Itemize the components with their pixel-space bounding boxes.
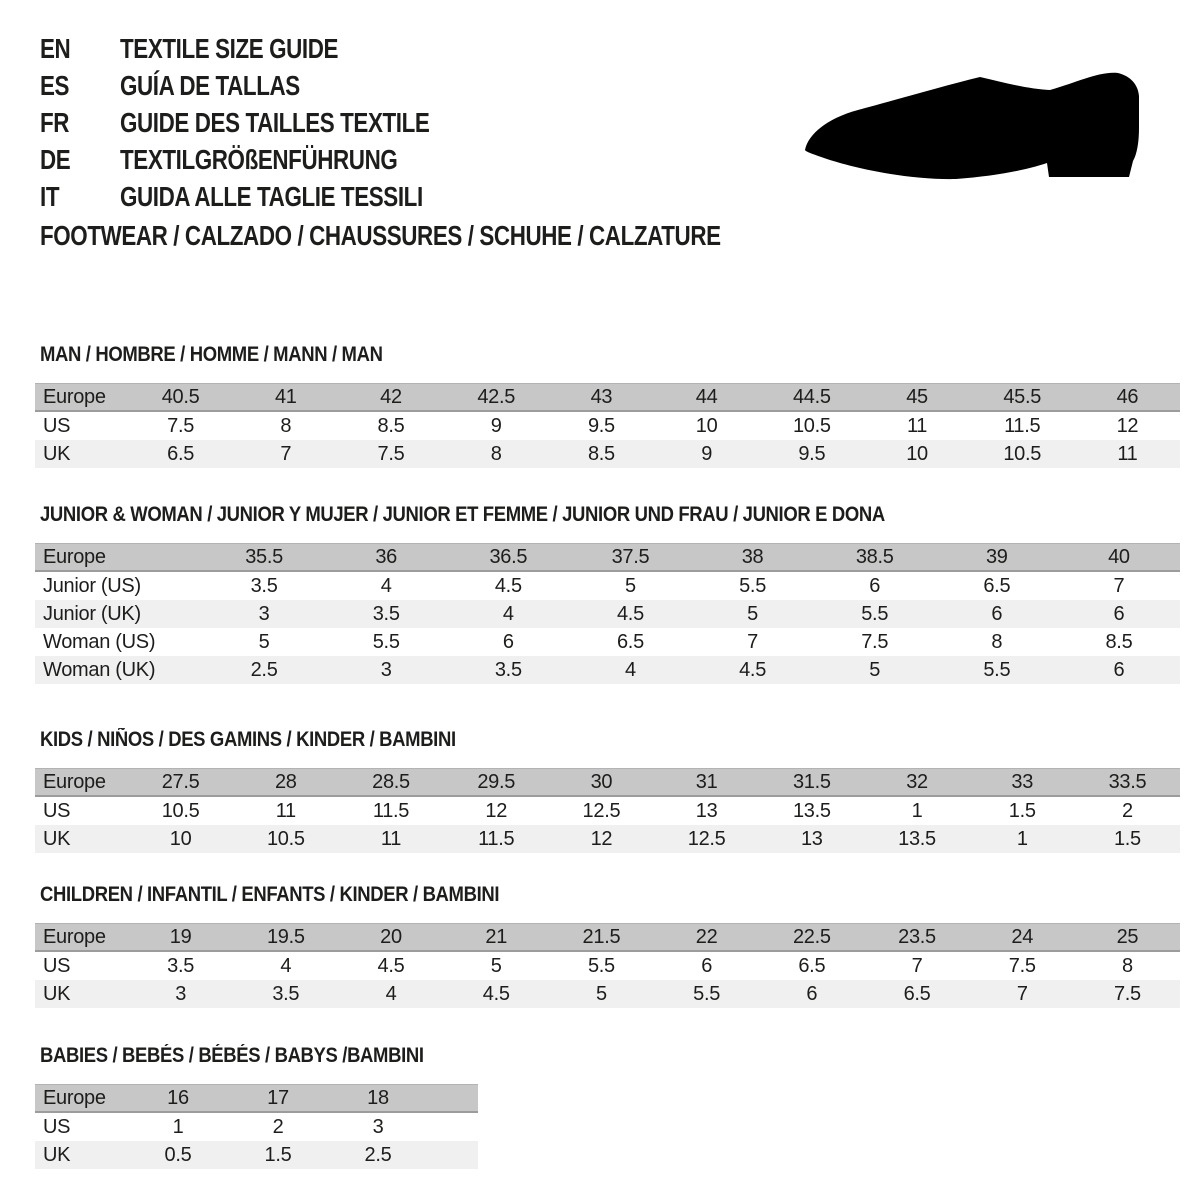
size-value: 31 [695,770,718,793]
size-value: 3 [258,602,270,625]
size-value: 11 [906,414,928,437]
size-value: 23.5 [898,925,936,948]
size-value: 40 [1108,545,1130,568]
size-value: 2.5 [250,658,278,681]
language-row-en [40,30,507,67]
size-value: 16 [167,1086,189,1109]
size-value: 6 [869,574,881,597]
size-value: 12.5 [582,799,621,822]
size-value: 9.5 [587,414,615,437]
language-code [40,33,120,65]
size-value: 4 [625,658,636,681]
language-code [40,107,120,139]
table-row-uk [35,1141,478,1169]
size-value: 10.5 [161,799,200,822]
language-title [120,70,345,102]
row-label: US [43,414,71,437]
size-value: 11.5 [372,799,410,822]
size-value: 4.5 [377,954,405,977]
size-value: 2 [272,1115,284,1138]
size-value: 18 [367,1086,389,1109]
language-title [120,107,507,139]
size-value: 13.5 [792,799,831,822]
size-value: 3 [380,658,392,681]
language-title [120,181,498,213]
size-value: 4.5 [616,602,644,625]
size-value: 46 [1116,385,1139,408]
size-value: 5 [490,954,502,977]
size-table-junior [35,543,1180,684]
size-value: 5.5 [861,602,889,625]
size-value: 1.5 [1008,799,1036,822]
size-value: 5 [625,574,636,597]
size-value: 25 [1116,925,1139,948]
language-title-text: GUÍA DE TALLAS [120,69,300,101]
size-value: 39 [985,545,1008,568]
size-value: 13 [800,827,823,850]
size-value: 40.5 [161,385,200,408]
language-row-fr [40,104,507,141]
size-value: 17 [267,1086,289,1109]
size-value: 6 [806,982,818,1005]
size-value: 5.5 [983,658,1011,681]
size-value: 4.5 [494,574,522,597]
size-value: 7.5 [167,414,195,437]
size-value: 9.5 [798,442,826,465]
size-value: 22 [695,925,718,948]
row-label: Junior (UK) [43,602,141,625]
section-title-babies [40,1045,1180,1067]
size-value: 2 [1122,799,1133,822]
size-value: 3.5 [250,574,278,597]
size-value: 43 [590,385,613,408]
row-label: UK [43,827,71,850]
size-value: 7 [911,954,923,977]
size-value: 21.5 [582,925,621,948]
language-code [40,70,120,102]
size-value: 8 [991,630,1003,653]
size-value: 29.5 [477,770,516,793]
section-title-text: CHILDREN / INFANTIL / ENFANTS / KINDER / BAMBINI [40,883,500,906]
table-row-uk [35,980,1180,1008]
language-title [120,33,393,65]
size-value: 36 [375,545,398,568]
size-value: 44.5 [792,385,831,408]
size-value: 9 [490,414,502,437]
size-value: 20 [380,925,402,948]
section-title-kids [40,729,1180,751]
row-label: US [43,954,71,977]
size-value: 12 [1116,414,1139,437]
size-value: 12.5 [687,827,726,850]
row-label: UK [43,982,71,1005]
table-row-woman-uk [35,656,1180,684]
size-value: 5.5 [587,954,615,977]
size-value: 3 [372,1115,384,1138]
size-value: 4.5 [739,658,767,681]
size-value: 3.5 [272,982,300,1005]
section-title-text: JUNIOR & WOMAN / JUNIOR Y MUJER / JUNIOR ET FEMME / JUNIOR UND FRAU / JUNIOR E DONA [40,503,885,526]
size-value: 11 [275,799,296,822]
size-value: 10 [906,442,928,465]
row-label: UK [43,442,71,465]
size-value: 6 [701,954,713,977]
size-section-babies [35,1045,1180,1169]
table-row-uk [35,440,1180,468]
size-value: 8 [280,414,292,437]
section-title-children [40,884,1180,906]
size-value: 6.5 [983,574,1011,597]
size-value: 5.5 [693,982,721,1005]
size-value: 10.5 [266,827,305,850]
category-title-text: FOOTWEAR / CALZADO / CHAUSSURES / SCHUHE / CALZATURE [40,220,721,251]
size-value: 1 [1016,827,1028,850]
size-table-kids [35,768,1180,853]
language-row-es [40,67,507,104]
size-value: 13 [695,799,718,822]
size-value: 44 [695,385,718,408]
table-row-junior-uk [35,600,1180,628]
row-label: Junior (US) [43,574,141,597]
size-value: 4 [385,982,397,1005]
section-title-junior [40,504,1180,526]
size-value: 6.5 [167,442,195,465]
size-value: 11 [380,827,402,850]
size-value: 7 [747,630,758,653]
size-value: 45.5 [1003,385,1042,408]
size-value: 12 [485,799,508,822]
size-value: 7.5 [1113,982,1141,1005]
table-row-uk [35,825,1180,853]
size-value: 28.5 [372,770,410,793]
size-value: 5 [258,630,270,653]
language-list [40,30,507,215]
row-label: Europe [43,545,106,568]
size-value: 6.5 [903,982,931,1005]
size-value: 33.5 [1108,770,1147,793]
size-value: 32 [906,770,928,793]
size-value: 6 [1113,602,1125,625]
size-value: 31.5 [792,770,831,793]
language-code-text: ES [40,69,70,101]
size-value: 3 [175,982,187,1005]
row-label: US [43,1115,71,1138]
row-label: Woman (UK) [43,658,156,681]
table-header-row-europe [35,543,1180,572]
language-title-text: TEXTILGRÖßENFÜHRUNG [120,143,398,175]
size-value: 10.5 [792,414,831,437]
size-value: 10 [169,827,192,850]
table-row-woman-us [35,628,1180,656]
size-value: 1.5 [264,1143,292,1166]
size-value: 1.5 [1113,827,1141,850]
size-value: 27.5 [161,770,200,793]
row-label: Europe [43,925,106,948]
language-title [120,144,467,176]
size-value: 41 [274,385,297,408]
table-header-row-europe [35,768,1180,797]
language-row-de [40,141,507,178]
size-value: 24 [1011,925,1034,948]
size-value: 6 [1113,658,1125,681]
size-value: 5 [869,658,881,681]
size-value: 42 [380,385,402,408]
size-value: 7.5 [1008,954,1036,977]
size-section-man [35,344,1180,468]
size-value: 7 [1016,982,1028,1005]
section-title-text: BABIES / BEBÉS / BÉBÉS / BABYS /BAMBINI [40,1044,424,1067]
language-code [40,181,120,213]
size-value: 38.5 [855,545,894,568]
size-value: 22.5 [792,925,831,948]
size-section-children [35,884,1180,1008]
size-value: 3.5 [167,954,195,977]
table-row-us [35,412,1180,440]
size-value: 7.5 [377,442,405,465]
row-label: Woman (US) [43,630,156,653]
size-value: 5 [747,602,758,625]
size-value: 10 [695,414,718,437]
size-value: 7 [1113,574,1125,597]
size-value: 9 [701,442,713,465]
size-value: 37.5 [611,545,650,568]
language-code [40,144,120,176]
size-value: 3.5 [494,658,522,681]
language-title-text: TEXTILE SIZE GUIDE [120,32,339,64]
size-value: 8 [1122,954,1133,977]
size-value: 5 [596,982,607,1005]
language-code-text: EN [40,32,71,64]
size-value: 19.5 [266,925,305,948]
table-row-us [35,1113,478,1141]
size-value: 35.5 [245,545,283,568]
table-header-row-europe [35,923,1180,952]
language-title-text: GUIDA ALLE TAGLIE TESSILI [120,180,423,212]
size-value: 11 [1117,442,1138,465]
size-value: 1 [911,799,923,822]
size-value: 21 [485,925,508,948]
table-row-junior-us [35,572,1180,600]
size-value: 28 [274,770,297,793]
size-value: 5.5 [739,574,767,597]
size-table-children [35,923,1180,1008]
size-value: 11.5 [478,827,515,850]
language-row-it [40,178,507,215]
size-value: 4.5 [482,982,510,1005]
row-label: Europe [43,385,106,408]
size-value: 38 [741,545,764,568]
section-title-man [40,344,1180,366]
size-value: 4 [502,602,514,625]
size-section-junior [35,504,1180,684]
size-value: 1 [172,1115,184,1138]
section-title-text: MAN / HOMBRE / HOMME / MANN / MAN [40,343,383,366]
size-value: 0.5 [164,1143,192,1166]
row-label: Europe [43,770,106,793]
size-value: 10.5 [1003,442,1042,465]
size-value: 4 [280,954,292,977]
table-header-row-europe [35,1084,478,1113]
size-value: 4 [380,574,392,597]
row-label: Europe [43,1086,106,1109]
size-value: 30 [590,770,613,793]
size-value: 8.5 [587,442,615,465]
size-value: 7 [280,442,292,465]
size-value: 6 [502,630,514,653]
size-table-man [35,383,1180,468]
size-value: 8.5 [1105,630,1133,653]
size-value: 8 [490,442,502,465]
size-value: 19 [169,925,192,948]
shoe-icon [798,66,1146,188]
size-value: 36.5 [489,545,528,568]
size-value: 6 [991,602,1003,625]
size-value: 3.5 [372,602,400,625]
table-row-us [35,952,1180,980]
table-row-us [35,797,1180,825]
size-value: 6.5 [798,954,826,977]
size-value: 8.5 [377,414,405,437]
language-code-text: DE [40,143,71,175]
size-value: 12 [590,827,613,850]
language-title-text: GUIDE DES TAILLES TEXTILE [120,106,430,138]
size-table-babies [35,1084,478,1169]
size-value: 13.5 [898,827,936,850]
language-code-text: IT [40,180,60,212]
size-value: 45 [906,385,928,408]
size-value: 11.5 [1004,414,1041,437]
size-value: 33 [1011,770,1034,793]
row-label: UK [43,1143,71,1166]
size-value: 7.5 [861,630,889,653]
section-title-text: KIDS / NIÑOS / DES GAMINS / KINDER / BAMBINI [40,728,456,751]
row-label: US [43,799,71,822]
size-value: 2.5 [364,1143,392,1166]
table-header-row-europe [35,383,1180,412]
size-value: 5.5 [372,630,400,653]
size-value: 6.5 [616,630,644,653]
category-title [40,220,891,252]
size-value: 42.5 [477,385,516,408]
language-code-text: FR [40,106,70,138]
size-section-kids [35,729,1180,853]
